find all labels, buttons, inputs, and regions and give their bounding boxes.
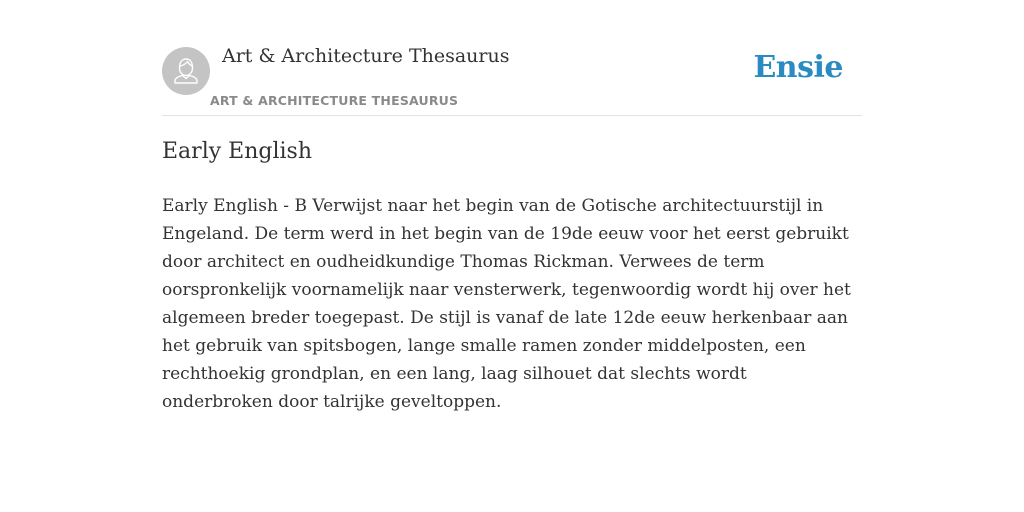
user-silhouette-icon (162, 47, 210, 95)
entry-header (162, 0, 862, 116)
entry-body: Early English - B Verwijst naar het begin van de Gotische architectuurstijl in Engeland. De term werd in het begin van de 19de eeuw voor het eerst gebruikt door architect en oudheidkundige Thomas Rickman. Verwees de term oorspronkelijk voornamelijk naar vensterwerk, tegenwoordig wordt hij over het algemeen breder toegepast. De stijl is vanaf de late 12de eeuw herkenbaar aan het gebruik van spitsbogen, lange smalle ramen zonder middelposten, een rechthoekig grondplan, en een lang, laag silhouet dat slechts wordt onderbroken door talrijke geveltoppen. (162, 196, 851, 412)
author-avatar[interactable] (162, 47, 210, 95)
entry-card (162, 0, 862, 412)
author-name-link[interactable]: Art & Architecture Thesaurus (222, 45, 510, 67)
ensie-logo[interactable]: Ensie (753, 50, 843, 85)
entry-title: Early English (162, 139, 312, 164)
source-label: ART & ARCHITECTURE THESAURUS (210, 93, 459, 108)
